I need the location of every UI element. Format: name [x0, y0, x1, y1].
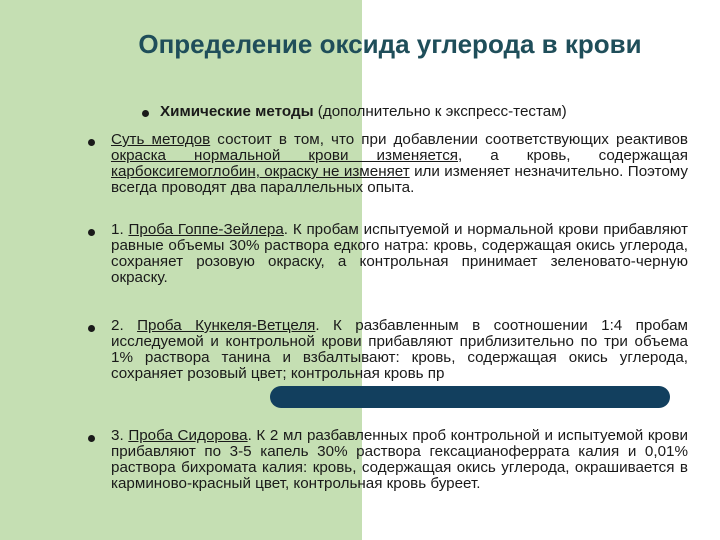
p4-text-1: 3.	[111, 427, 129, 444]
bullet-p4	[88, 435, 95, 442]
p1-underline-1: Суть методов	[111, 131, 211, 148]
bullet-p3	[88, 325, 95, 332]
p2-text-2: . К пробам испытуемой и нормальной крови прибавляют равные объемы 30% раствора едкого натра: кровь, содержащая окись углерода, сохраняет розовую окраску, а контрольная принимает зеленовато-черную окраску.	[111, 221, 688, 286]
paragraph-hoppe-seyler	[111, 222, 688, 286]
p2-text-1: 1.	[111, 221, 129, 238]
intro-rest: (дополнительно к экспресс-тестам)	[313, 103, 567, 120]
paragraph-kunkel-wetzel	[111, 318, 688, 382]
p4-underline-1: Проба Сидорова	[128, 427, 248, 444]
p3-text-2: . К разбавленным в соотношении 1:4 пробам исследуемой и контрольной крови прибавляют приблизительно по три объема 1% раствора танина и взбалтывают: кровь, содержащая окись углерода, сохраняет розовый цвет; контрольная кровь пр	[111, 317, 688, 382]
bullet-p1	[88, 139, 95, 146]
overlay-bar	[270, 386, 670, 408]
p1-text-3: или изменяет незначительно. Поэтому всегда проводят два параллельных опыта.	[111, 163, 688, 196]
paragraph-sidorov	[111, 428, 688, 492]
bullet-intro	[142, 110, 149, 117]
p1-text-1: состоит в том, что при добавлении соответствующих реактивов	[210, 131, 689, 148]
p1-underline-2: окраска нормальной крови изменяется	[111, 147, 459, 164]
p3-text-1: 2.	[111, 317, 138, 334]
bullet-p2	[88, 229, 95, 236]
p1-underline-3: карбоксигемоглобин, окраску не изменяет	[111, 163, 410, 180]
intro-bold: Химические методы	[160, 103, 314, 120]
p2-underline-1: Проба Гоппе-Зейлера	[128, 221, 284, 238]
p3-underline-1: Проба Кункеля-Ветцеля	[137, 317, 316, 334]
p4-text-2: . К 2 мл разбавленных проб контрольной и испытуемой крови прибавляют по 3-5 капель 30% раствора гексацианоферрата калия и 0,01% раствора бихромата калия: кровь, содержащая окись углерода, окрашивается в карминово-красный цвет, контрольная кровь буреет.	[111, 427, 688, 492]
paragraph-methods	[111, 132, 688, 196]
p1-text-2: , а кровь, содержащая	[458, 147, 688, 164]
slide-title: Определение оксида углерода в крови	[138, 29, 642, 59]
intro-line	[160, 104, 700, 120]
